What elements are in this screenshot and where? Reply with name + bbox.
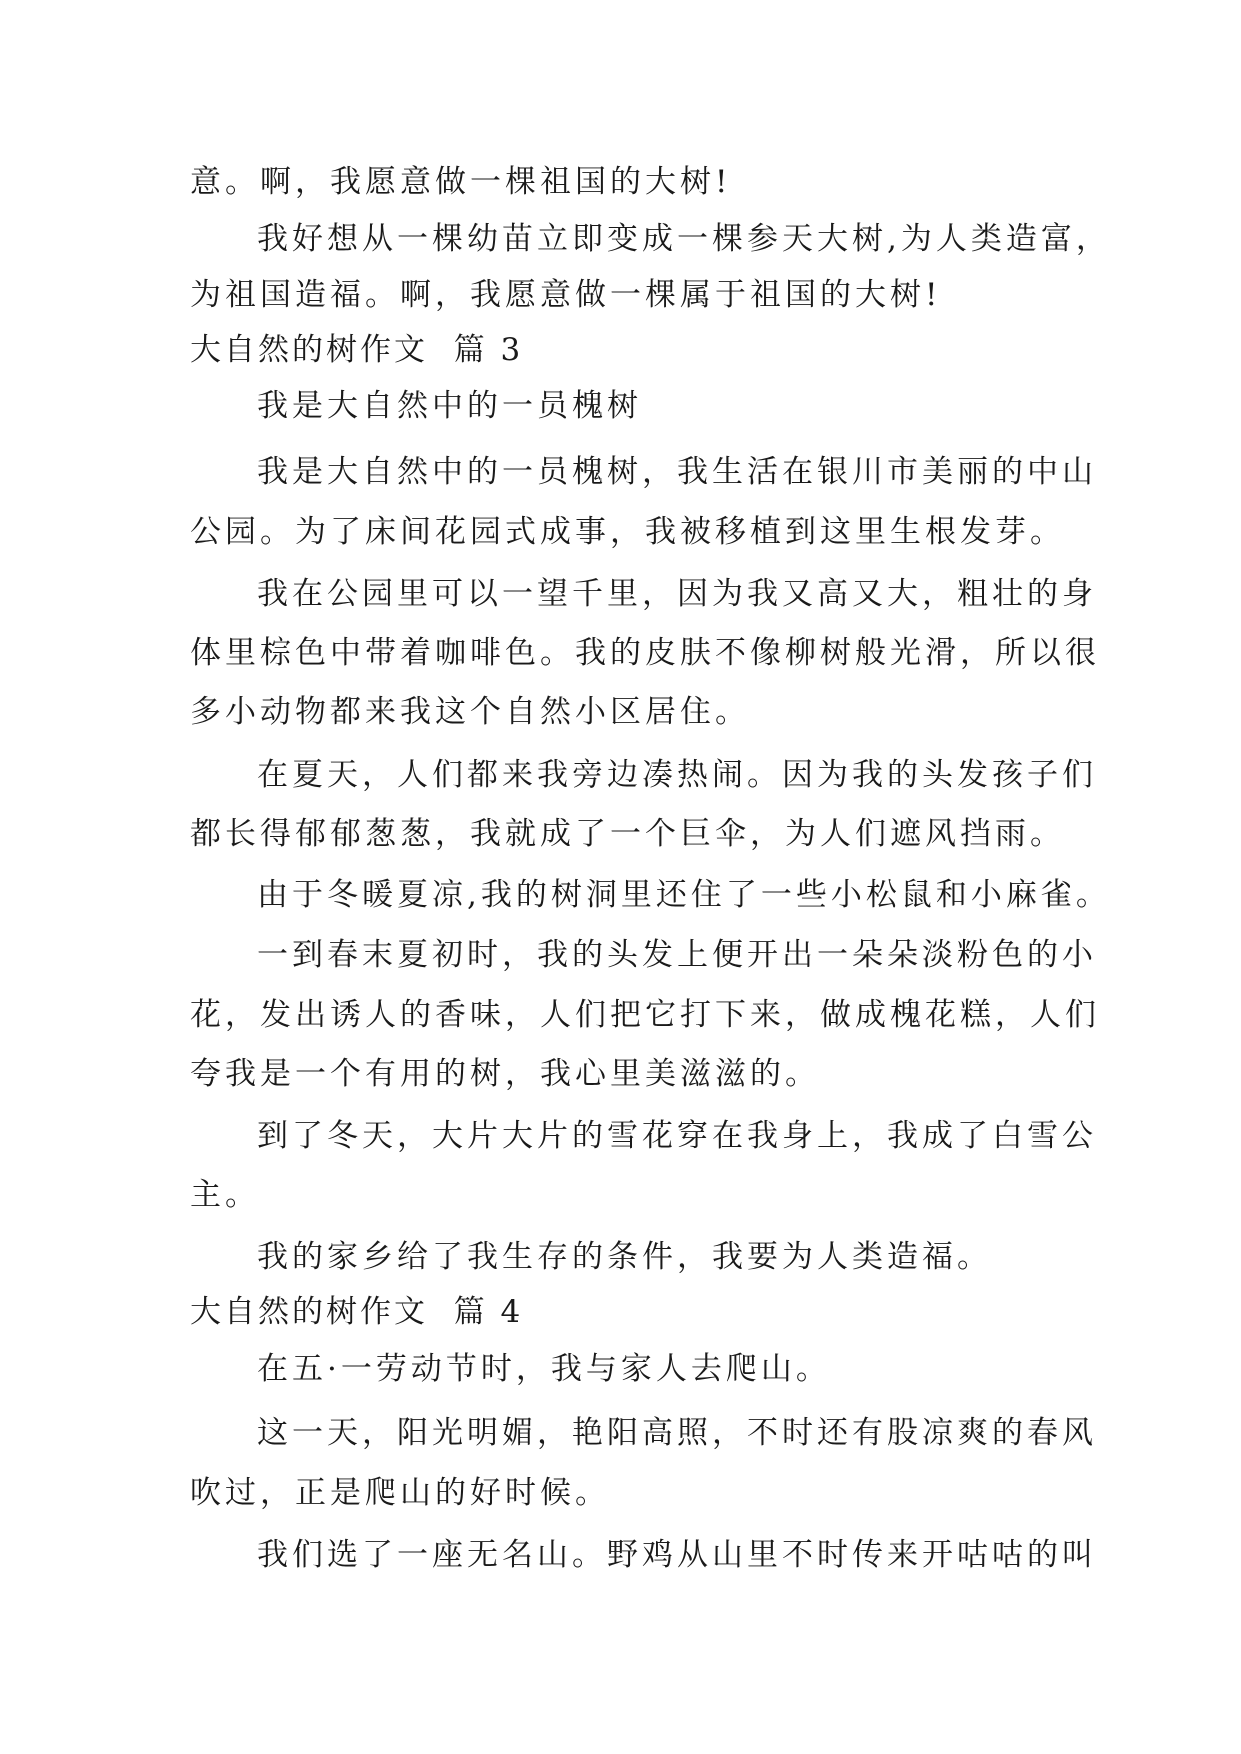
paragraph-line: 我的家乡给了我生存的条件，我要为人类造福。 [257,1239,992,1275]
paragraph-line: 意。啊，我愿意做一棵祖国的大树! [190,164,732,200]
paragraph-line: 我是大自然中的一员槐树，我生活在银川市美丽的中山 [257,454,1097,490]
paragraph-line: 公园。为了床间花园式成事，我被移植到这里生根发芽。 [190,514,1065,550]
paragraph-line: 夸我是一个有用的树，我心里美滋滋的。 [190,1056,820,1092]
paragraph-line: 我好想从一棵幼苗立即变成一棵参天大树,为人类造富， [257,221,1111,257]
paragraph-line: 由于冬暖夏凉,我的树洞里还住了一些小松鼠和小麻雀。 [257,877,1111,913]
paragraph-line: 主。 [190,1177,260,1213]
paragraph-line: 为祖国造福。啊，我愿意做一棵属于祖国的大树! [190,277,942,313]
paragraph-line: 在夏天，人们都来我旁边凑热闹。因为我的头发孩子们 [257,757,1097,793]
paragraph-title: 我是大自然中的一员槐树 [257,388,642,424]
paragraph-line: 到了冬天，大片大片的雪花穿在我身上，我成了白雪公 [257,1118,1097,1154]
paragraph-line: 这一天，阳光明媚，艳阳高照，不时还有股凉爽的春风 [257,1415,1097,1451]
paragraph-line: 体里棕色中带着咖啡色。我的皮肤不像柳树般光滑，所以很 [190,635,1100,671]
paragraph-line: 都长得郁郁葱葱，我就成了一个巨伞，为人们遮风挡雨。 [190,816,1065,852]
paragraph-line: 吹过，正是爬山的好时候。 [190,1475,610,1511]
paragraph-line: 在五·一劳动节时，我与家人去爬山。 [257,1351,831,1387]
paragraph-line: 花，发出诱人的香味，人们把它打下来，做成槐花糕，人们 [190,997,1100,1033]
section-heading: 大自然的树作文 篇 4 [190,1294,524,1330]
paragraph-line: 一到春末夏初时，我的头发上便开出一朵朵淡粉色的小 [257,937,1097,973]
section-heading: 大自然的树作文 篇 3 [190,332,524,368]
paragraph-line: 我们选了一座无名山。野鸡从山里不时传来开咕咕的叫 [257,1537,1097,1573]
paragraph-line: 我在公园里可以一望千里，因为我又高又大，粗壮的身 [257,576,1097,612]
paragraph-line: 多小动物都来我这个自然小区居住。 [190,694,750,730]
